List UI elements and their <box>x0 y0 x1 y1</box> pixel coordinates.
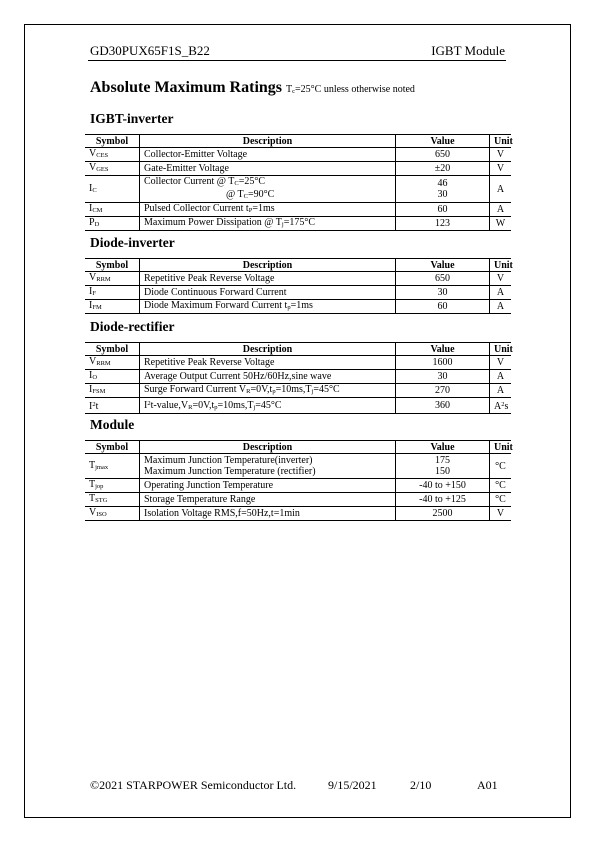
section-title-diode-rectifier: Diode-rectifier <box>90 319 175 334</box>
table-row: $I_{FM}$ Diode Maximum Forward Current $t_p=1ms$ 60 A <box>85 300 511 314</box>
header-module-type: IGBT Module <box>431 43 505 58</box>
section-title-diode-inverter: Diode-inverter <box>90 235 175 250</box>
footer-date: 9/15/2021 <box>328 778 377 792</box>
col-value: Value <box>396 343 490 356</box>
table-row: $V_{RRM}$ Repetitive Peak Reverse Voltage 1600 V <box>85 356 511 370</box>
col-unit: Unit <box>490 441 512 454</box>
col-description: Description <box>140 441 396 454</box>
header-rule <box>88 60 506 61</box>
col-symbol: Symbol <box>85 135 140 148</box>
table-module <box>85 440 511 521</box>
footer-revision: A01 <box>477 778 498 792</box>
table-diode-rectifier <box>85 342 511 414</box>
table-row: $V_{GES}$ Gate-Emitter Voltage ±20 V <box>85 162 511 176</box>
footer-copyright: ©2021 STARPOWER Semiconductor Ltd. <box>90 778 297 792</box>
col-value: Value <box>396 441 490 454</box>
table-row: $I_O$ Average Output Current 50Hz/60Hz,sine wave 30 A <box>85 370 511 384</box>
col-description: Description <box>140 259 396 272</box>
table-igbt <box>85 134 511 231</box>
col-symbol: Symbol <box>85 343 140 356</box>
table-row: $V_{ISO}$ Isolation Voltage RMS,f=50Hz,t=1min 2500 V <box>85 507 511 521</box>
footer-page-number: 2/10 <box>410 778 432 792</box>
table-row: $I_C$ Collector Current @ $T_C=25^\circ C$ @ $T_C=90^\circ C$ 46 30 A <box>85 176 511 203</box>
table-row: $I_{CM}$ Pulsed Collector Current $t_P=1ms$ 60 A <box>85 203 511 217</box>
table-row: $T_{jop}$ Operating Junction Temperature -40 to +150 °C <box>85 479 511 493</box>
table-row: $I_F$ Diode Continuous Forward Current 30 A <box>85 286 511 300</box>
header-part-number: GD30PUX65F1S_B22 <box>90 43 210 58</box>
col-unit: Unit <box>490 343 512 356</box>
col-description: Description <box>140 135 396 148</box>
title-condition: $T_c=25^\circ C$ unless otherwise noted <box>286 84 415 95</box>
table-row: $V_{RRM}$ Repetitive Peak Reverse Voltage 650 V <box>85 272 511 286</box>
col-value: Value <box>396 259 490 272</box>
table-diode-inverter <box>85 258 511 314</box>
table-row: $V_{CES}$ Collector-Emitter Voltage 650 V <box>85 148 511 162</box>
table-row: $I^2t$ $I^2t-value,V_R=0V,t_p=10ms,T_j=45^\circ C$ 360 $A^2s$ <box>85 398 511 414</box>
table-row: $T_{STG}$ Storage Temperature Range -40 to +125 °C <box>85 493 511 507</box>
page-title: Absolute Maximum Ratings $T_c=25^\circ C$ unless otherwise noted <box>90 79 415 96</box>
table-row: $P_D$ Maximum Power Dissipation @ $T_j=175^\circ C$ 123 W <box>85 217 511 231</box>
col-symbol: Symbol <box>85 259 140 272</box>
section-title-igbt: IGBT-inverter <box>90 111 174 126</box>
table-row: $T_{jmax}$ Maximum Junction Temperature(inverter) Maximum Junction Temperature (rectifier) 175 150 °C <box>85 454 511 479</box>
col-unit: Unit <box>490 259 512 272</box>
col-unit: Unit <box>490 135 512 148</box>
section-title-module: Module <box>90 417 135 432</box>
col-symbol: Symbol <box>85 441 140 454</box>
col-value: Value <box>396 135 490 148</box>
col-description: Description <box>140 343 396 356</box>
table-row: $I_{FSM}$ Surge Forward Current $V_R=0V,t_p=10ms,T_j=45^\circ C$ 270 A <box>85 384 511 398</box>
